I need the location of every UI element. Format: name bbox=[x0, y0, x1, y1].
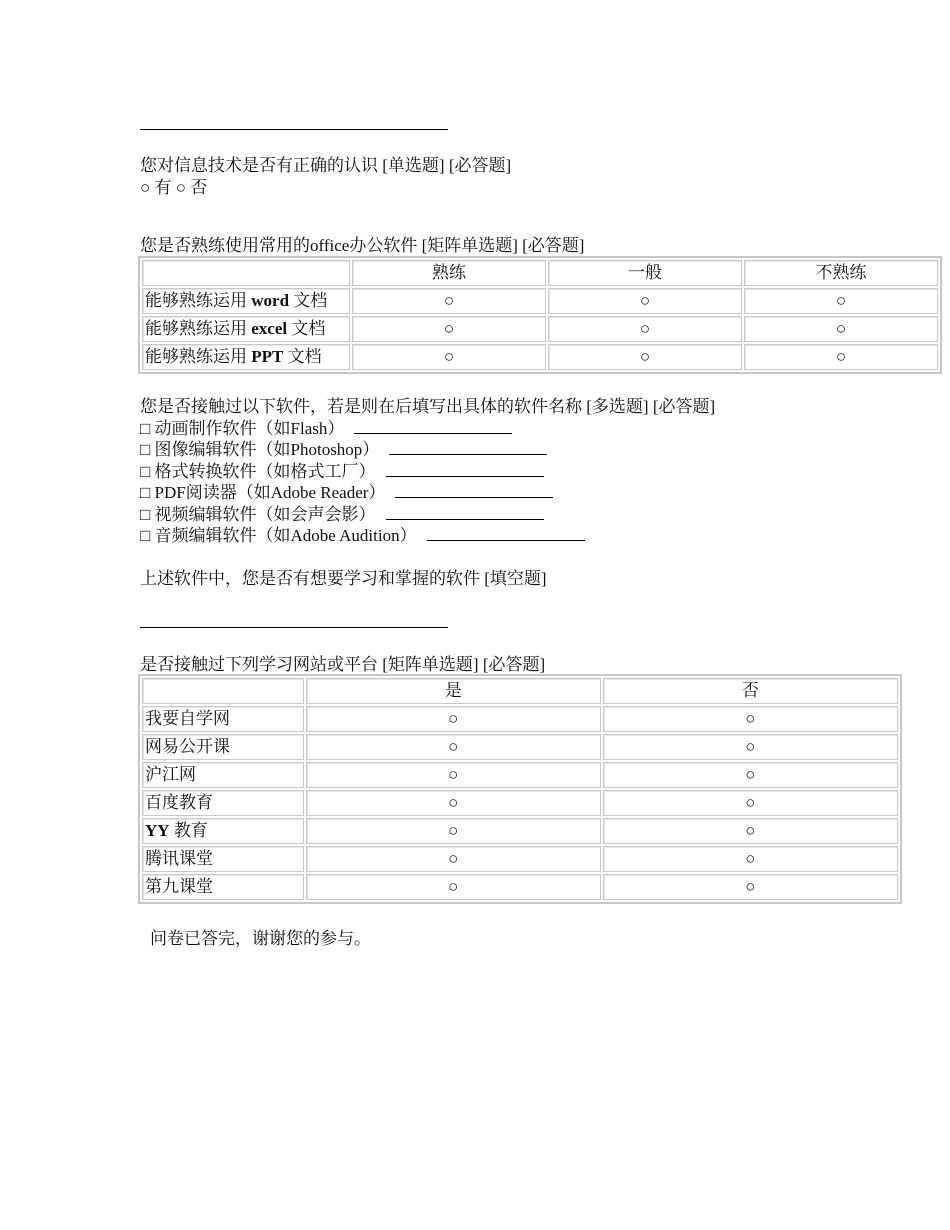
matrix-row bbox=[142, 790, 898, 816]
checkbox-option-label: □ PDF阅读器（如Adobe Reader） bbox=[140, 483, 386, 503]
q1-options[interactable]: ○ 有 ○ 否 bbox=[140, 178, 208, 197]
checkbox-option[interactable] bbox=[140, 461, 544, 482]
column-header: 否 bbox=[603, 678, 898, 704]
row-label bbox=[142, 790, 304, 816]
matrix-corner-cell bbox=[142, 678, 304, 704]
checkbox-option-label: □ 格式转换软件（如格式工厂） bbox=[140, 461, 376, 481]
matrix-row bbox=[142, 734, 898, 760]
matrix-row bbox=[142, 706, 898, 732]
q4-title: 上述软件中，您是否有想要学习和掌握的软件 [填空题] bbox=[140, 569, 547, 588]
row-label bbox=[142, 344, 350, 370]
row-label bbox=[142, 706, 304, 732]
row-label-text: 能够熟练运用 bbox=[145, 319, 247, 338]
column-header: 不熟练 bbox=[744, 260, 938, 286]
radio-option[interactable]: ○ bbox=[603, 846, 898, 872]
radio-option[interactable]: ○ bbox=[603, 762, 898, 788]
radio-option[interactable]: ○ bbox=[744, 344, 938, 370]
checkbox-option-label: □ 音频编辑软件（如Adobe Audition） bbox=[140, 526, 417, 545]
radio-option[interactable]: ○ bbox=[744, 288, 938, 314]
q2-title: 您是否熟练使用常用的office办公软件 [矩阵单选题] [必答题] bbox=[140, 236, 585, 255]
row-label-bold: excel bbox=[251, 319, 288, 338]
row-label-bold: YY bbox=[145, 821, 170, 840]
radio-option[interactable]: ○ bbox=[603, 790, 898, 816]
radio-option[interactable]: ○ bbox=[306, 818, 601, 844]
row-label-bold: PPT bbox=[251, 347, 284, 366]
matrix-corner-cell bbox=[142, 260, 350, 286]
row-label bbox=[142, 734, 304, 760]
checkbox-option[interactable] bbox=[140, 439, 547, 460]
row-label-text: 百度教育 bbox=[145, 793, 213, 812]
column-header: 一般 bbox=[548, 260, 742, 286]
checkbox-option[interactable] bbox=[140, 504, 544, 525]
radio-option[interactable]: ○ bbox=[603, 874, 898, 900]
row-label bbox=[142, 762, 304, 788]
row-label-text: 沪江网 bbox=[145, 765, 196, 784]
row-label-text: 第九课堂 bbox=[145, 877, 213, 896]
checkbox-option-label: □ 图像编辑软件（如Photoshop） bbox=[140, 440, 380, 460]
radio-option[interactable]: ○ bbox=[306, 734, 601, 760]
radio-option[interactable]: ○ bbox=[306, 874, 601, 900]
software-name-blank[interactable] bbox=[395, 482, 553, 498]
radio-option[interactable]: ○ bbox=[603, 706, 898, 732]
row-label-suffix: 教育 bbox=[173, 821, 208, 840]
checkbox-option-label: □ 视频编辑软件（如会声会影） bbox=[140, 504, 376, 524]
row-label-text: 网易公开课 bbox=[145, 737, 230, 756]
q4-answer-blank[interactable] bbox=[140, 627, 448, 628]
software-name-blank[interactable] bbox=[427, 525, 585, 541]
matrix-row bbox=[142, 818, 898, 844]
column-header: 是 bbox=[306, 678, 601, 704]
row-label-text: 能够熟练运用 bbox=[145, 347, 247, 366]
matrix-header-row bbox=[142, 678, 898, 704]
radio-option[interactable]: ○ bbox=[352, 344, 546, 370]
matrix-row bbox=[142, 316, 938, 342]
row-label-suffix: 文档 bbox=[291, 319, 326, 338]
matrix-row bbox=[142, 846, 898, 872]
matrix-row bbox=[142, 874, 898, 900]
radio-option[interactable]: ○ bbox=[548, 344, 742, 370]
q1-title: 您对信息技术是否有正确的认识 [单选题] [必答题] bbox=[140, 156, 512, 175]
row-label bbox=[142, 288, 350, 314]
checkbox-option[interactable] bbox=[140, 418, 512, 439]
matrix-row bbox=[142, 344, 938, 370]
checkbox-option[interactable] bbox=[140, 525, 585, 546]
radio-option[interactable]: ○ bbox=[306, 846, 601, 872]
software-name-blank[interactable] bbox=[386, 504, 544, 520]
radio-option[interactable]: ○ bbox=[352, 316, 546, 342]
q2-matrix-table bbox=[138, 256, 942, 374]
q5-title: 是否接触过下列学习网站或平台 [矩阵单选题] [必答题] bbox=[140, 655, 546, 674]
row-label bbox=[142, 818, 304, 844]
row-label bbox=[142, 316, 350, 342]
radio-option[interactable]: ○ bbox=[744, 316, 938, 342]
row-label bbox=[142, 874, 304, 900]
completion-message: 问卷已答完，谢谢您的参与。 bbox=[150, 929, 371, 948]
row-label-text: 我要自学网 bbox=[145, 709, 230, 728]
checkbox-option-label: □ 动画制作软件（如Flash） bbox=[140, 419, 345, 438]
q5-matrix-table bbox=[138, 674, 902, 904]
software-name-blank[interactable] bbox=[389, 439, 547, 455]
matrix-row bbox=[142, 762, 898, 788]
software-name-blank[interactable] bbox=[354, 418, 512, 434]
column-header: 熟练 bbox=[352, 260, 546, 286]
radio-option[interactable]: ○ bbox=[603, 734, 898, 760]
row-label-suffix: 文档 bbox=[293, 291, 328, 310]
row-label-suffix: 文档 bbox=[287, 347, 322, 366]
radio-option[interactable]: ○ bbox=[306, 762, 601, 788]
radio-option[interactable]: ○ bbox=[306, 706, 601, 732]
radio-option[interactable]: ○ bbox=[306, 790, 601, 816]
row-label-text: 腾讯课堂 bbox=[145, 849, 213, 868]
radio-option[interactable]: ○ bbox=[548, 288, 742, 314]
answer-blank-line[interactable] bbox=[140, 129, 448, 130]
software-name-blank[interactable] bbox=[386, 461, 544, 477]
row-label bbox=[142, 846, 304, 872]
radio-option[interactable]: ○ bbox=[548, 316, 742, 342]
q3-title: 您是否接触过以下软件，若是则在后填写出具体的软件名称 [多选题] [必答题] bbox=[140, 397, 716, 416]
checkbox-option[interactable] bbox=[140, 482, 553, 503]
row-label-bold: word bbox=[251, 291, 290, 310]
matrix-header-row bbox=[142, 260, 938, 286]
radio-option[interactable]: ○ bbox=[603, 818, 898, 844]
matrix-row bbox=[142, 288, 938, 314]
row-label-text: 能够熟练运用 bbox=[145, 291, 247, 310]
radio-option[interactable]: ○ bbox=[352, 288, 546, 314]
